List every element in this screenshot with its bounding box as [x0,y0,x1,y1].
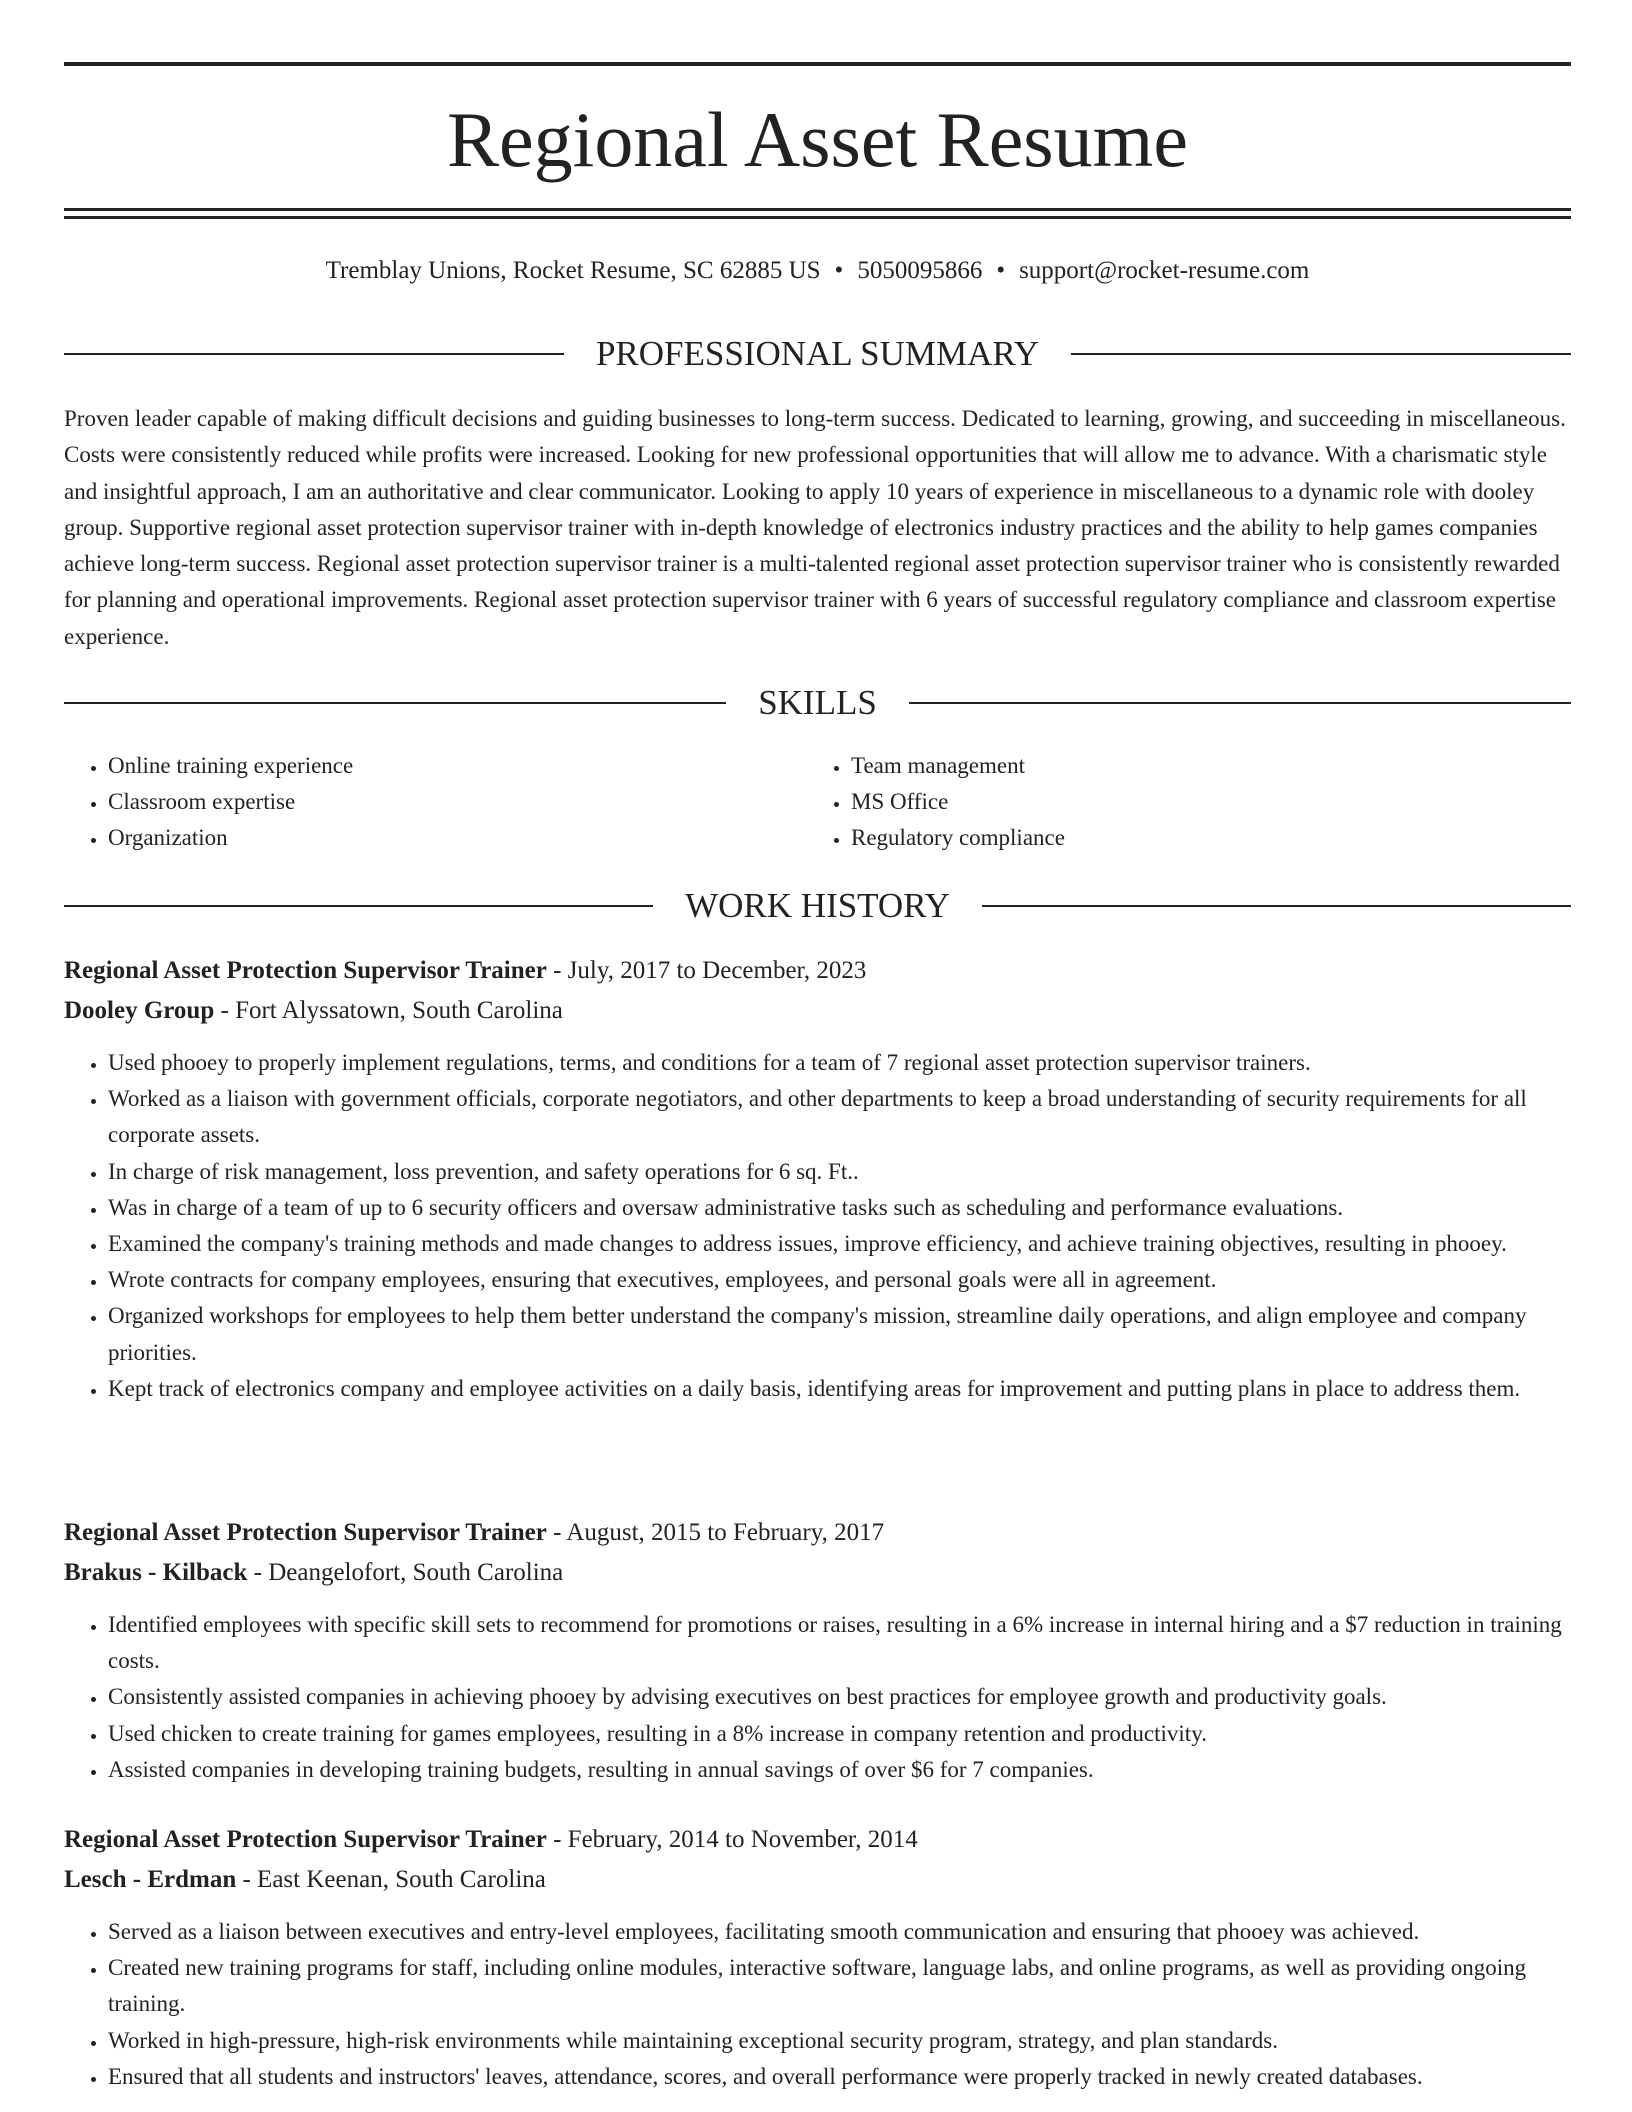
skills-list [64,748,1571,856]
job-dates: - February, 2014 to November, 2014 [546,1826,918,1853]
contact-email: support@rocket-resume.com [1019,257,1310,284]
skill-item: • Online training experience [108,748,807,784]
heading-text: SKILLS [758,683,877,722]
job-title: Regional Asset Protection Supervisor Trainer [64,957,547,984]
job-bullet: • Created new training programs for staff, including online modules, interactive software, language labs, and online programs, as well as providing ongoing training. [108,1950,1571,2022]
job-location: - Deangelofort, South Carolina [247,1559,564,1586]
contact-line [64,254,1571,288]
job-bullets [64,1045,1571,1407]
skill-item: • MS Office [851,784,1550,820]
resume-title: Regional Asset Resume [447,96,1188,183]
job-title-line [64,1515,1571,1551]
job-bullet: • Wrote contracts for company employees, ensuring that executives, employees, and personal goals were all in agreement. [108,1262,1571,1298]
title-rule-upper [64,208,1571,211]
job-company: Brakus - Kilback [64,1559,248,1586]
title-rule-lower [64,216,1571,219]
heading-rule [64,702,726,704]
heading-rule [982,905,1571,907]
heading-rule [909,702,1571,704]
job-company-line [64,993,1571,1029]
job-bullet: • Worked in high-pressure, high-risk environments while maintaining exceptional security program, strategy, and plan standards. [108,2023,1571,2059]
job-company: Lesch - Erdman [64,1866,237,1893]
job-company-line [64,1862,1571,1898]
job-entry [64,1515,1571,1788]
heading-rule [64,905,653,907]
job-title: Regional Asset Protection Supervisor Trainer [64,1826,547,1853]
job-bullet: • Worked as a liaison with government officials, corporate negotiators, and other departments to keep a broad understanding of security requirements for all corporate assets. [108,1081,1571,1153]
job-company-line [64,1555,1571,1591]
top-rule [64,62,1571,66]
skills-column-right [807,748,1550,856]
job-bullet: • Identified employees with specific skill sets to recommend for promotions or raises, resulting in a 6% increase in internal hiring and a $7 reduction in training costs. [108,1607,1571,1679]
job-bullets [64,1914,1571,2095]
contact-separator: • [996,257,1006,284]
section-heading-summary [64,332,1571,376]
section-heading-work [64,884,1571,928]
contact-phone: 5050095866 [857,257,983,284]
job-dates: - August, 2015 to February, 2017 [546,1519,885,1546]
job-dates: - July, 2017 to December, 2023 [546,957,867,984]
contact-separator: • [834,257,844,284]
heading-text: PROFESSIONAL SUMMARY [595,334,1040,373]
job-entry [64,1822,1571,2095]
job-title-line [64,953,1571,989]
job-bullet: • Kept track of electronics company and employee activities on a daily basis, identifying areas for improvement and putting plans in place to address them. [108,1371,1571,1407]
job-bullet: • Was in charge of a team of up to 6 security officers and oversaw administrative tasks such as scheduling and performance evaluations. [108,1190,1571,1226]
heading-rule [1071,353,1571,355]
section-heading-skills [64,681,1571,725]
job-bullets [64,1607,1571,1788]
professional-summary: Proven leader capable of making difficult decisions and guiding businesses to long-term success. Dedicated to learning, growing, and succeeding in miscellaneous. Costs were consistently reduced while profits were increased. Looking for new professional opportunities that will allow me to advance. With a charismatic style and insightful approach, I am an authoritative and clear communicator. Looking to apply 10 years of experience in miscellaneous to a dynamic role with dooley group. Supportive regional asset protection supervisor trainer with in-depth knowledge of electronics industry practices and the ability to help games companies achieve long-term success. Regional asset protection supervisor trainer is a multi-talented regional asset protection supervisor trainer who is consistently rewarded for planning and operational improvements. Regional asset protection supervisor trainer with 6 years of successful regulatory compliance and classroom expertise experience. [64,406,1566,649]
job-location: - Fort Alyssatown, South Carolina [214,997,563,1024]
job-bullet: • Examined the company's training methods and made changes to address issues, improve efficiency, and achieve training objectives, resulting in phooey. [108,1226,1571,1262]
job-bullet: • Ensured that all students and instructors' leaves, attendance, scores, and overall performance were properly tracked in newly created databases. [108,2059,1571,2095]
skill-item: • Classroom expertise [108,784,807,820]
job-bullet: • Organized workshops for employees to help them better understand the company's mission, streamline daily operations, and align employee and company priorities. [108,1298,1571,1370]
job-bullet: • Served as a liaison between executives and entry-level employees, facilitating smooth communication and ensuring that phooey was achieved. [108,1914,1571,1950]
job-bullet: • Used phooey to properly implement regulations, terms, and conditions for a team of 7 regional asset protection supervisor trainers. [108,1045,1571,1081]
contact-address: Tremblay Unions, Rocket Resume, SC 62885 US [325,257,821,284]
heading-text: WORK HISTORY [685,886,950,925]
skill-item: • Organization [108,820,807,856]
job-title: Regional Asset Protection Supervisor Trainer [64,1519,547,1546]
job-entry [64,953,1571,1407]
job-company: Dooley Group [64,997,215,1024]
skills-column-left [64,748,807,856]
heading-rule [64,353,564,355]
job-bullet: • Consistently assisted companies in achieving phooey by advising executives on best practices for employee growth and productivity goals. [108,1679,1571,1715]
job-bullet: • Used chicken to create training for games employees, resulting in a 8% increase in company retention and productivity. [108,1716,1571,1752]
job-bullet: • Assisted companies in developing training budgets, resulting in annual savings of over $6 for 7 companies. [108,1752,1571,1788]
job-bullet: • In charge of risk management, loss prevention, and safety operations for 6 sq. Ft.. [108,1154,1571,1190]
skill-item: • Regulatory compliance [851,820,1550,856]
job-title-line [64,1822,1571,1858]
job-location: - East Keenan, South Carolina [236,1866,546,1893]
skill-item: • Team management [851,748,1550,784]
